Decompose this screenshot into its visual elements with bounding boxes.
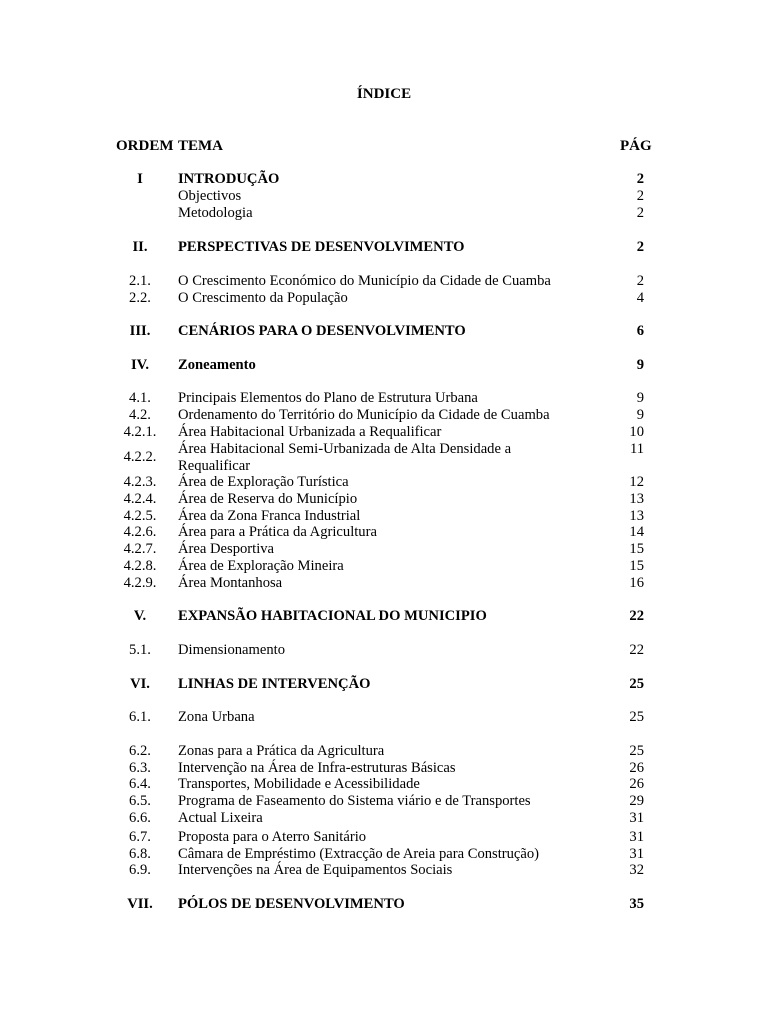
toc-tema: Câmara de Empréstimo (Extracção de Areia para Construção) — [178, 846, 540, 862]
toc-ordem: II. — [132, 239, 148, 255]
toc-pag: 26 — [629, 760, 644, 776]
toc-pag: 25 — [629, 743, 644, 759]
toc-pag: 2 — [636, 205, 644, 221]
toc-tema: Intervenções na Área de Equipamentos Sociais — [178, 862, 453, 878]
toc-pag: 13 — [629, 491, 644, 507]
toc-pag: 14 — [629, 524, 644, 540]
toc-pag: 13 — [629, 508, 644, 524]
toc-tema: Área Habitacional Semi-Urbanizada de Alta Densidade a Requalificar — [178, 441, 512, 474]
toc-ordem: 4.2. — [129, 407, 151, 423]
toc-pag: 2 — [636, 171, 644, 187]
toc-ordem: 6.3. — [129, 760, 151, 776]
toc-ordem: 4.1. — [129, 390, 151, 406]
toc-tema: Área Montanhosa — [178, 575, 283, 591]
toc-ordem: 4.2.2. — [123, 449, 157, 465]
toc-tema: LINHAS DE INTERVENÇÃO — [178, 676, 371, 692]
toc-pag: 10 — [629, 424, 644, 440]
toc-ordem: 6.1. — [129, 709, 151, 725]
toc-pag: 12 — [629, 474, 644, 490]
toc-tema: O Crescimento Económico do Município da Cidade de Cuamba — [178, 273, 551, 289]
toc-tema: Dimensionamento — [178, 642, 286, 658]
toc-pag: 25 — [629, 676, 644, 692]
toc-ordem: V. — [133, 608, 147, 624]
toc-tema: Principais Elementos do Plano de Estrutura Urbana — [178, 390, 478, 406]
toc-pag: 15 — [629, 541, 644, 557]
toc-ordem: 6.7. — [129, 829, 151, 845]
toc-tema: O Crescimento da População — [178, 290, 348, 306]
toc-tema: Proposta para o Aterro Sanitário — [178, 829, 367, 845]
toc-ordem: 4.2.4. — [123, 491, 157, 507]
toc-pag: 2 — [636, 188, 644, 204]
toc-pag: 31 — [629, 829, 644, 845]
toc-pag: 9 — [636, 357, 644, 373]
toc-ordem: III. — [129, 323, 151, 339]
toc-ordem: 4.2.9. — [123, 575, 157, 591]
toc-ordem: 2.1. — [129, 273, 151, 289]
toc-ordem: 4.2.8. — [123, 558, 157, 574]
toc-tema: Zoneamento — [178, 357, 256, 373]
toc-tema: Intervenção na Área de Infra-estruturas Básicas — [178, 760, 456, 776]
toc-tema: Ordenamento do Território do Município da Cidade de Cuamba — [178, 407, 550, 423]
toc-ordem: 4.2.3. — [123, 474, 157, 490]
toc-pag: 35 — [629, 896, 644, 912]
toc-tema: Área para a Prática da Agricultura — [178, 524, 377, 540]
toc-tema: Actual Lixeira — [178, 810, 263, 826]
toc-ordem: 6.4. — [129, 776, 151, 792]
toc-ordem: IV. — [131, 357, 149, 373]
toc-pag: 32 — [629, 862, 644, 878]
toc-tema: Área de Exploração Turística — [178, 474, 349, 490]
toc-tema: Metodologia — [178, 205, 253, 221]
toc-pag: 2 — [636, 273, 644, 289]
toc-pag: 4 — [636, 290, 644, 306]
toc-tema: PERSPECTIVAS DE DESENVOLVIMENTO — [178, 239, 465, 255]
toc-ordem: 6.9. — [129, 862, 151, 878]
toc-ordem: 4.2.1. — [123, 424, 157, 440]
toc-ordem: VII. — [127, 896, 153, 912]
toc-pag: 6 — [636, 323, 644, 339]
toc-pag: 29 — [629, 793, 644, 809]
toc-pag: 2 — [636, 239, 644, 255]
toc-pag: 16 — [629, 575, 644, 591]
toc-pag: 31 — [629, 846, 644, 862]
toc-pag: 22 — [629, 642, 644, 658]
toc-pag: 22 — [629, 608, 644, 624]
column-header-pag: PÁG — [620, 138, 652, 154]
toc-pag: 26 — [629, 776, 644, 792]
toc-ordem: 6.5. — [129, 793, 151, 809]
toc-ordem: I — [137, 171, 143, 187]
toc-tema: Zona Urbana — [178, 709, 255, 725]
toc-ordem: 6.6. — [129, 810, 151, 826]
column-header-tema: TEMA — [178, 138, 223, 154]
toc-tema: Programa de Faseamento do Sistema viário e de Transportes — [178, 793, 531, 809]
toc-pag: 31 — [629, 810, 644, 826]
toc-pag: 9 — [636, 390, 644, 406]
toc-tema: Área Desportiva — [178, 541, 275, 557]
toc-pag: 25 — [629, 709, 644, 725]
toc-tema: INTRODUÇÃO — [178, 171, 280, 187]
toc-tema: CENÁRIOS PARA O DESENVOLVIMENTO — [178, 323, 466, 339]
toc-tema: Área de Reserva do Município — [178, 491, 358, 507]
toc-pag: 9 — [636, 407, 644, 423]
toc-tema: Zonas para a Prática da Agricultura — [178, 743, 385, 759]
document-title: ÍNDICE — [356, 86, 412, 102]
toc-ordem: 6.2. — [129, 743, 151, 759]
toc-ordem: VI. — [130, 676, 150, 692]
column-header-ordem: ORDEM — [116, 138, 174, 154]
toc-ordem: 5.1. — [129, 642, 151, 658]
toc-ordem: 4.2.7. — [123, 541, 157, 557]
toc-ordem: 2.2. — [129, 290, 151, 306]
toc-tema: Área Habitacional Urbanizada a Requalificar — [178, 424, 442, 440]
toc-pag: 11 — [629, 441, 644, 457]
toc-tema: Área da Zona Franca Industrial — [178, 508, 361, 524]
toc-tema: Objectivos — [178, 188, 242, 204]
toc-ordem: 6.8. — [129, 846, 151, 862]
toc-tema: Transportes, Mobilidade e Acessibilidade — [178, 776, 420, 792]
toc-ordem: 4.2.5. — [123, 508, 157, 524]
toc-tema: Área de Exploração Mineira — [178, 558, 344, 574]
toc-pag: 15 — [629, 558, 644, 574]
toc-ordem: 4.2.6. — [123, 524, 157, 540]
toc-tema: PÓLOS DE DESENVOLVIMENTO — [178, 896, 405, 912]
toc-tema: EXPANSÃO HABITACIONAL DO MUNICIPIO — [178, 608, 487, 624]
